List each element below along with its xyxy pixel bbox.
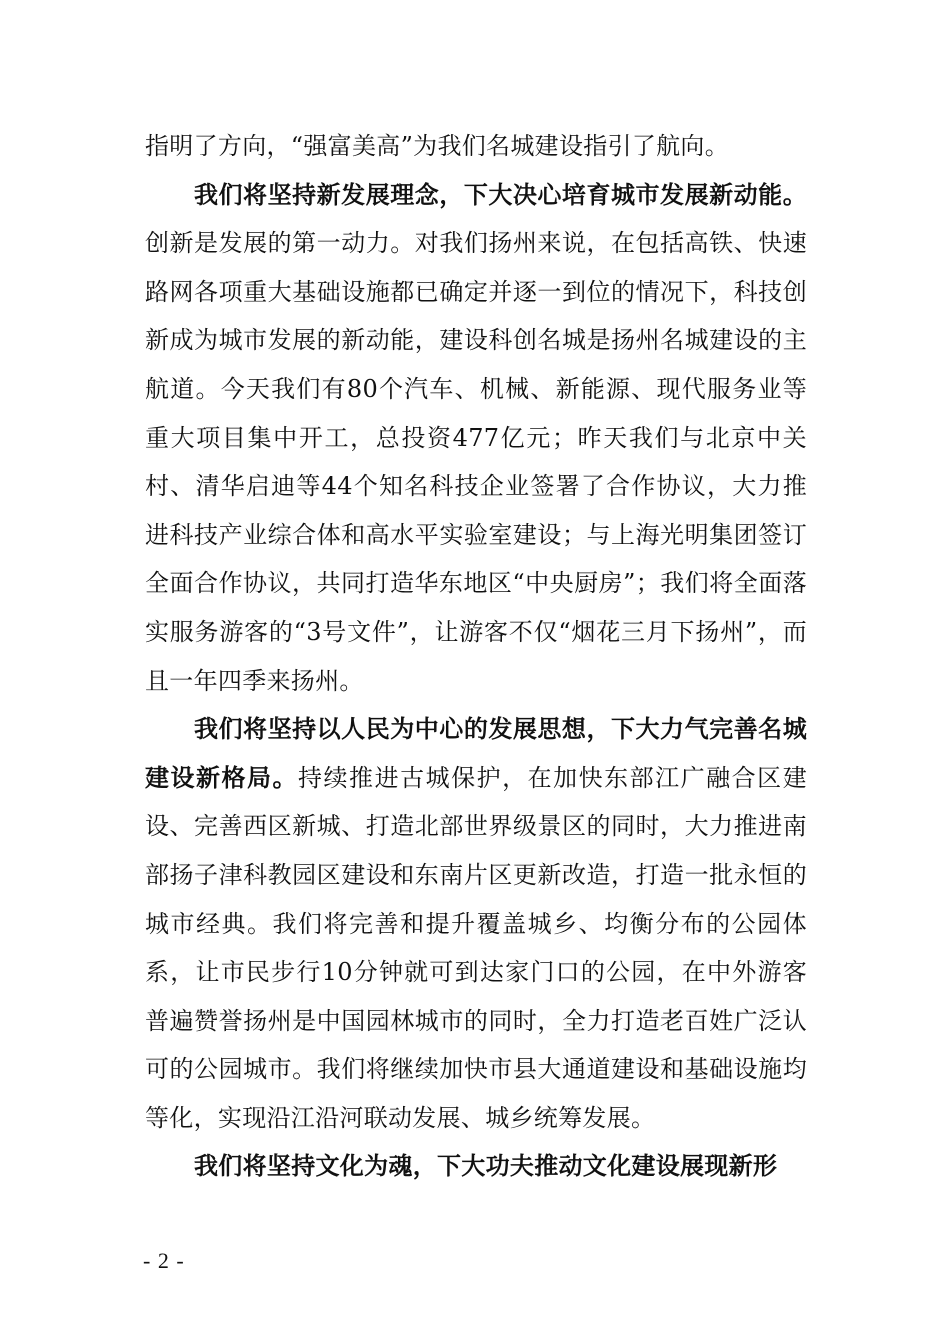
paragraph-lead: 我们将坚持以人民为中心的发展思想，下大力气完善名城建设新格局。	[145, 714, 807, 792]
paragraph-continuation	[145, 122, 807, 171]
document-body	[145, 122, 807, 1191]
paragraph-text: 指明了方向，“强富美高”为我们名城建设指引了航向。	[145, 132, 730, 160]
paragraph-lead: 我们将坚持文化为魂，下大功夫推动文化建设展现新形	[194, 1151, 778, 1181]
paragraph-text: 持续推进古城保护，在加快东部江广融合区建设、完善西区新城、打造北部世界级景区的同时，大力推进南部扬子津科教园区建设和东南片区更新改造，打造一批永恒的城市经典。我们将完善和提升覆盖城乡、均衡分布的公园体系，让市民步行10分钟就可到达家门口的公园，在中外游客普遍赞誉扬州是中国园林城市的同时，全力打造老百姓广泛认可的公园城市。我们将继续加快市县大通道建设和基础设施均等化，实现沿江沿河联动发展、城乡统筹发展。	[145, 763, 807, 1132]
page-number: - 2 -	[143, 1248, 185, 1273]
paragraph-people-centered	[145, 705, 807, 1142]
paragraph-culture	[145, 1142, 807, 1191]
paragraph-lead: 我们将坚持新发展理念，下大决心培育城市发展新动能。	[194, 179, 807, 209]
paragraph-text: 创新是发展的第一动力。对我们扬州来说，在包括高铁、快速路网各项重大基础设施都已确定并逐一到位的情况下，科技创新成为城市发展的新动能，建设科创名城是扬州名城建设的主航道。今天我们有80个汽车、机械、新能源、现代服务业等重大项目集中开工，总投资477亿元；昨天我们与北京中关村、清华启迪等44个知名科技企业签署了合作协议，大力推进科技产业综合体和高水平实验室建设；与上海光明集团签订全面合作协议，共同打造华东地区“中央厨房”；我们将全面落实服务游客的“3号文件”，让游客不仅“烟花三月下扬州”，而且一年四季来扬州。	[145, 229, 807, 695]
paragraph-innovation	[145, 171, 807, 706]
